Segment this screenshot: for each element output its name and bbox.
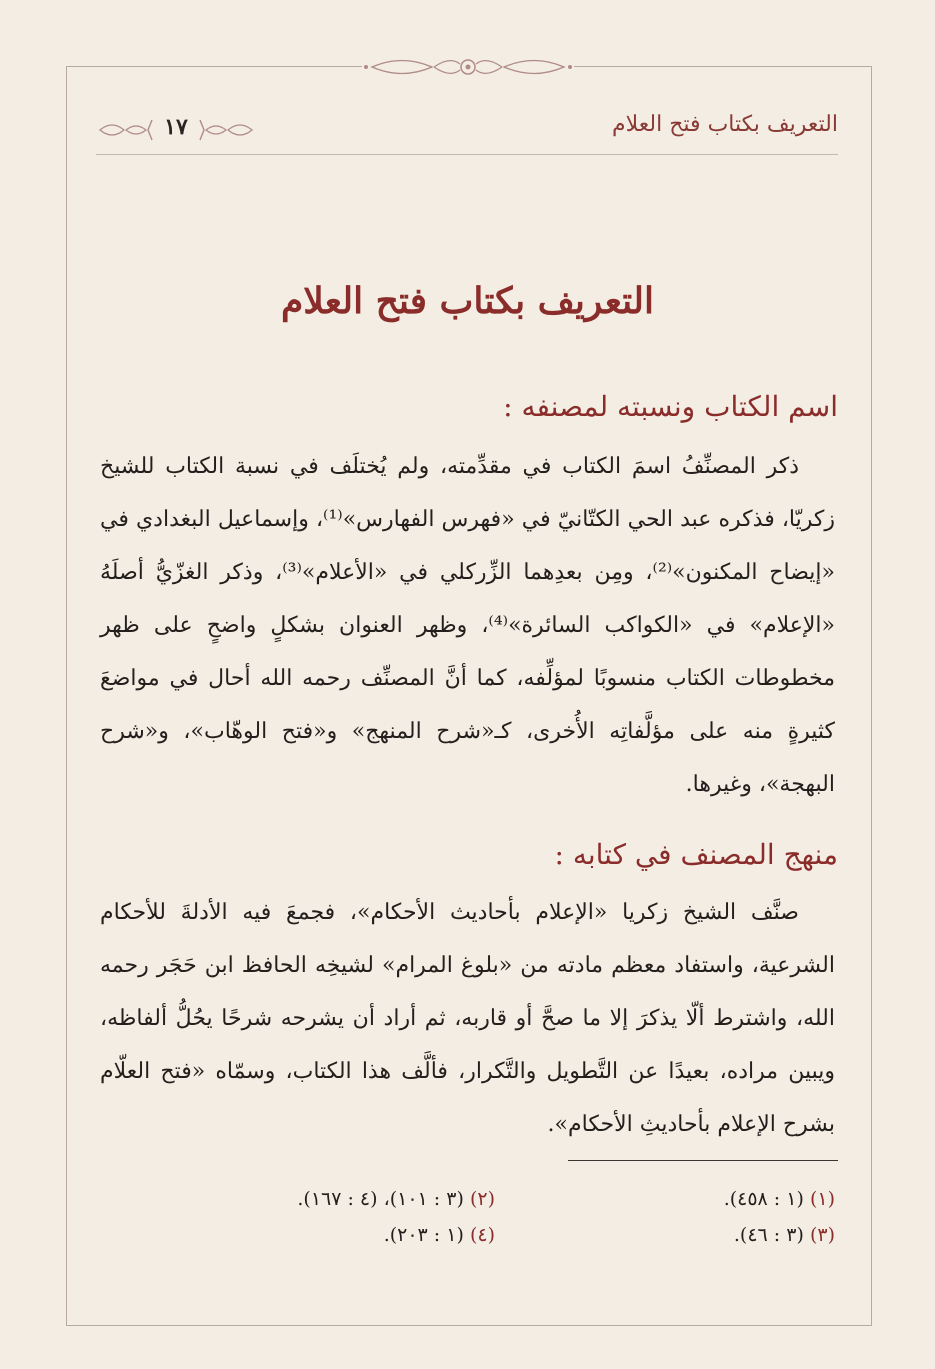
footnote-text: (١ : ٢٠٣). xyxy=(383,1224,464,1246)
running-title: التعريف بكتاب فتح العلام xyxy=(612,112,838,137)
page-number: ١٧ xyxy=(164,114,188,140)
page-header xyxy=(96,112,838,152)
paragraph-methodology xyxy=(100,886,835,1151)
footnote-row xyxy=(100,1184,835,1214)
header-rule xyxy=(96,154,838,155)
footnote-text: (١ : ٤٥٨). xyxy=(723,1188,804,1210)
top-ornament xyxy=(362,52,574,82)
footnote-rule xyxy=(568,1160,838,1161)
page-number-ornament xyxy=(96,114,256,146)
footnote-item xyxy=(724,1184,835,1214)
chapter-title: التعريف بكتاب فتح العلام xyxy=(281,280,654,322)
footnote-number: (١) xyxy=(809,1188,835,1210)
paragraph-text: ذكر المصنِّفُ اسمَ الكتاب في مقدِّمته، ولم يُختلَف في نسبة الكتاب للشيخ زكريّا، فذكره عبد الحي الكتّانيّ في «فهرس الفهارس»⁽¹⁾، وإسماعيل البغدادي في «إيضاح المكنون»⁽²⁾، ومِن بعدِهما الزِّركلي في «الأعلام»⁽³⁾، وذكر الغزّيُّ أصلَهُ «الإعلام» في «الكواكب السائرة»⁽⁴⁾، وظهر العنوان بشكلٍ واضحٍ على ظهر مخطوطات الكتاب منسوبًا لمؤلِّفه، كما أنَّ المصنِّف رحمه الله أحال في مواضعَ كثيرةٍ منه على مؤلَّفاتِه الأُخرى، كـ«شرح المنهج» و«فتح الوهّاب»، و«شرح البهجة»، وغيرها. xyxy=(100,454,836,797)
section-heading-methodology: منهج المصنف في كتابه : xyxy=(554,838,838,871)
footnote-number: (٣) xyxy=(809,1224,835,1246)
footnote-item xyxy=(734,1220,835,1250)
footnote-row xyxy=(100,1220,835,1250)
footnote-item xyxy=(384,1220,495,1250)
footnote-text: (٣ : ١٠١)، (٤ : ١٦٧). xyxy=(297,1188,464,1210)
paragraph-book-attribution xyxy=(100,440,835,811)
footnote-text: (٣ : ٤٦). xyxy=(733,1224,804,1246)
paragraph-text: صنَّف الشيخ زكريا «الإعلام بأحاديث الأحكام»، فجمعَ فيه الأدلةَ للأحكام الشرعية، واستفاد معظم مادته من «بلوغ المرام» لشيخِه الحافظ ابن حَجَر رحمه الله، واشترط ألّا يذكرَ إلا ما صحَّ أو قاربه، ثم أراد أن يشرحه شرحًا يحُلُّ ألفاظه، ويبين مراده، بعيدًا عن التَّطويل والتَّكرار، فألَّف هذا الكتاب، وسمّاه «فتح العلّام بشرح الإعلام بأحاديثِ الأحكام». xyxy=(100,900,835,1137)
footnote-item xyxy=(297,1184,495,1214)
section-heading-book-name: اسم الكتاب ونسبته لمصنفه : xyxy=(503,390,838,423)
footnote-number: (٤) xyxy=(469,1224,495,1246)
footnote-number: (٢) xyxy=(469,1188,495,1210)
